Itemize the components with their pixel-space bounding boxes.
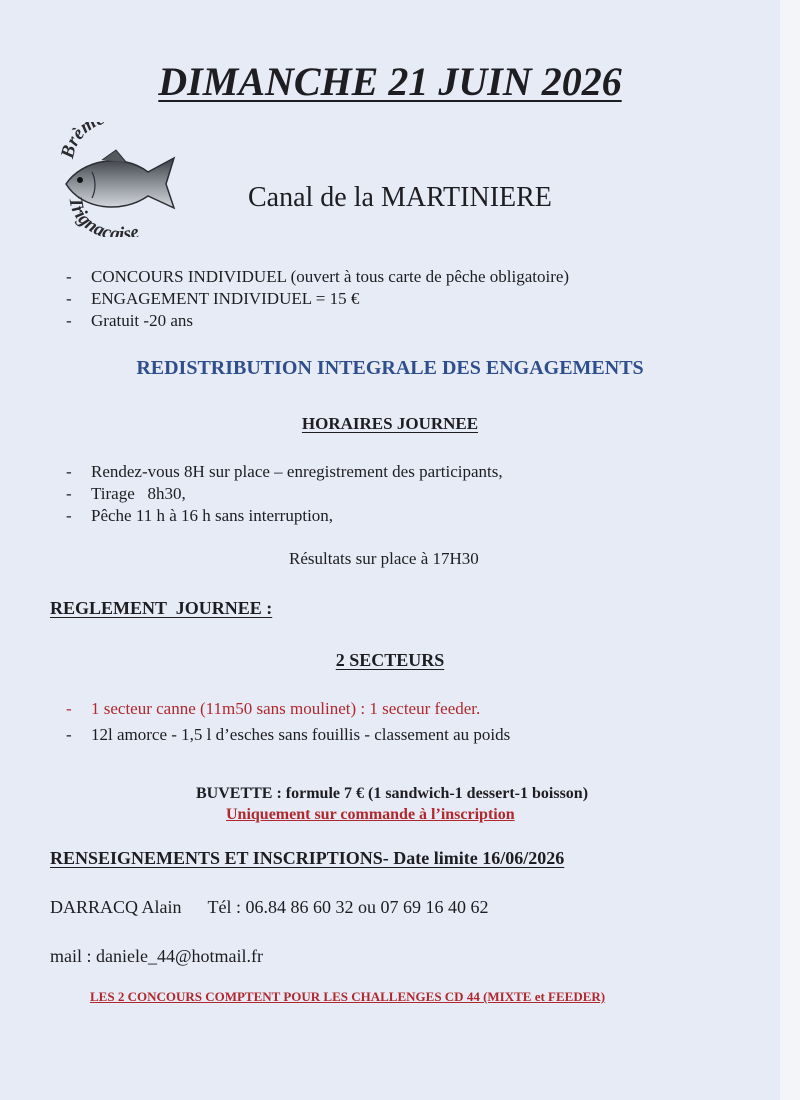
list-item: - Rendez-vous 8H sur place – enregistrement des participants,: [66, 461, 503, 483]
contact-name: DARRACQ Alain: [50, 897, 182, 917]
list-item: - 12l amorce - 1,5 l d’esches sans fouillis - classement au poids: [66, 722, 510, 748]
challenges-note: LES 2 CONCOURS COMPTENT POUR LES CHALLENGES CD 44 (MIXTE et FEEDER): [90, 989, 606, 1004]
redistribution-heading: REDISTRIBUTION INTEGRALE DES ENGAGEMENTS: [136, 357, 644, 379]
contact-phone: Tél : 06.84 86 60 32 ou 07 69 16 40 62: [207, 897, 489, 917]
horaires-list: [66, 461, 503, 527]
results-text: Résultats sur place à 17H30: [289, 549, 479, 568]
list-item: - Pêche 11 h à 16 h sans interruption,: [66, 505, 503, 527]
horaires-heading: HORAIRES JOURNEE: [301, 414, 479, 433]
list-item: - Tirage 8h30,: [66, 483, 503, 505]
logo-top-text: Brèm: [57, 122, 101, 161]
buvette-text: BUVETTE : formule 7 € (1 sandwich-1 dessert-1 boisson): [196, 785, 589, 802]
svg-text:Brème: [57, 122, 108, 161]
buvette-note: Uniquement sur commande à l’inscription: [226, 806, 515, 823]
reglement-list: [66, 696, 510, 748]
event-date-title: DIMANCHE 21 JUIN 2026: [158, 59, 622, 104]
club-logo-graphic: [52, 122, 182, 237]
logo-bottom-text: Trignacaise: [64, 195, 142, 237]
club-logo: [52, 122, 182, 237]
conditions-list: [66, 266, 569, 332]
list-item: - Gratuit -20 ans: [66, 310, 569, 332]
contact-mail: mail : daniele_44@hotmail.fr: [50, 946, 264, 966]
renseignements-heading: RENSEIGNEMENTS ET INSCRIPTIONS- Date limite 16/06/2026: [50, 848, 565, 868]
secteurs-heading: 2 SECTEURS: [335, 650, 445, 670]
reglement-heading: REGLEMENT JOURNEE :: [50, 598, 273, 618]
contact-line: [50, 897, 489, 918]
scan-edge: [780, 0, 800, 1100]
list-item: - 1 secteur canne (11m50 sans moulinet) : 1 secteur feeder.: [66, 696, 510, 722]
location-title: Canal de la MARTINIERE: [248, 182, 552, 213]
list-item: - ENGAGEMENT INDIVIDUEL = 15 €: [66, 288, 569, 310]
list-item: - CONCOURS INDIVIDUEL (ouvert à tous carte de pêche obligatoire): [66, 266, 569, 288]
